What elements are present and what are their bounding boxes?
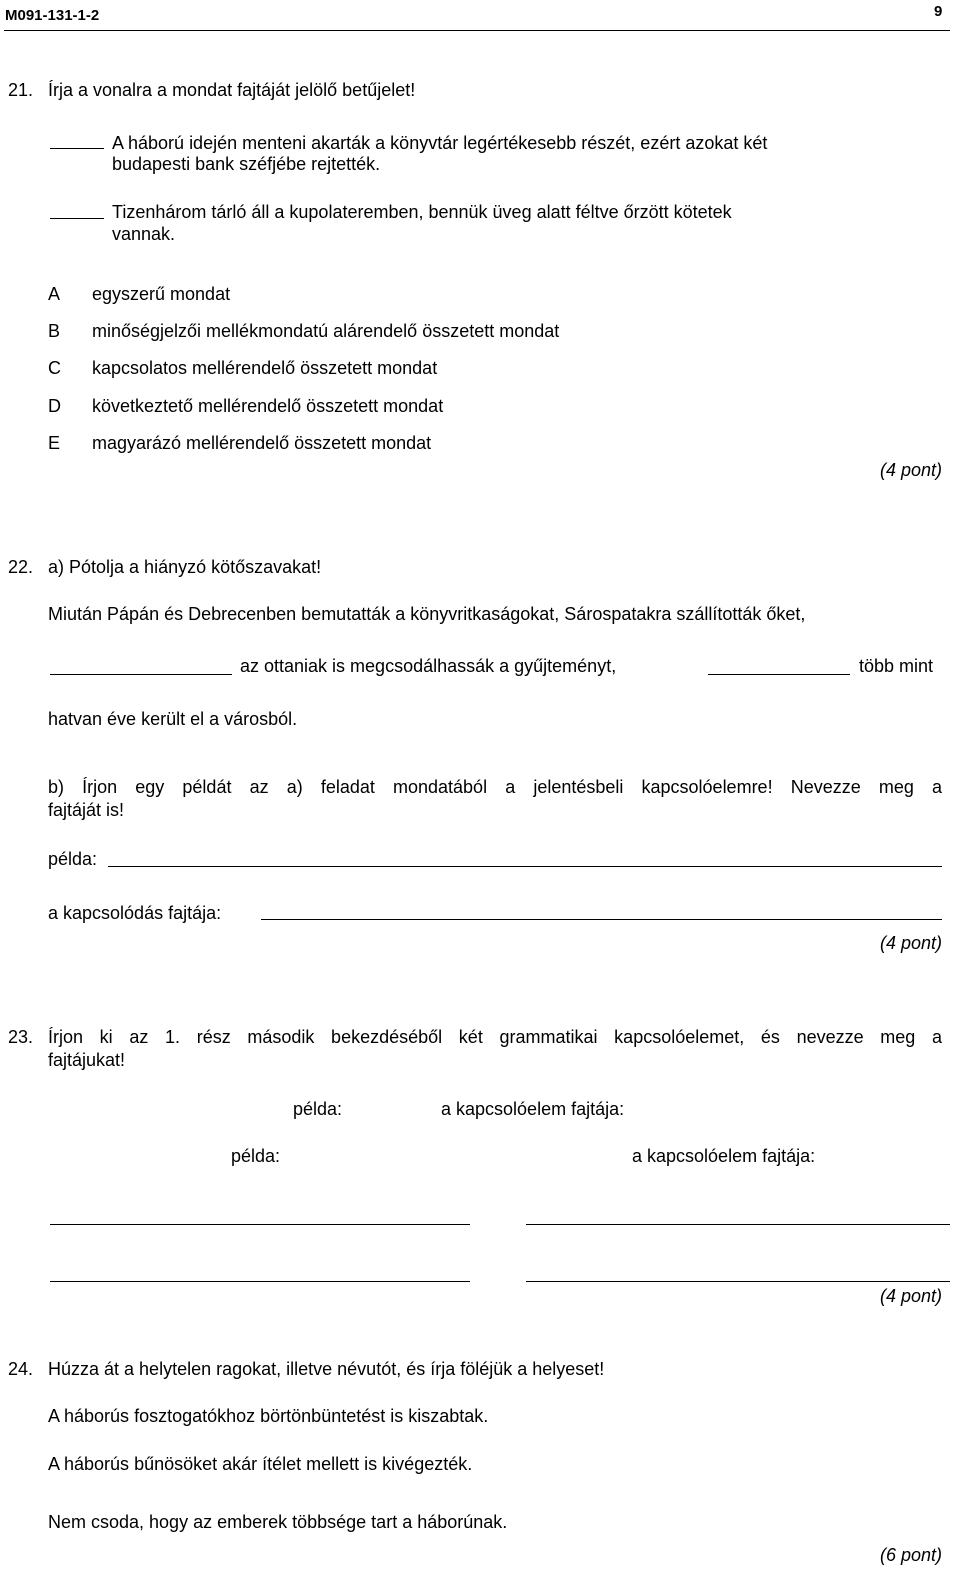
q22-text-end: több mint [859, 656, 934, 676]
q23-row1-type-label: a kapcsolóelem fajtája: [441, 1099, 625, 1119]
q23-points: (4 pont) [879, 1286, 942, 1306]
q21-option-letter: C [48, 358, 61, 378]
header-rule [4, 30, 950, 31]
q21-number: 21. [8, 80, 34, 100]
q23-instruction-line2: fajtájukat! [48, 1050, 126, 1070]
q21-option-text: következtető mellérendelő összetett mondat [92, 396, 444, 416]
q23-row1-example-label: példa: [293, 1099, 343, 1119]
q22-type-answer-line[interactable] [261, 919, 942, 920]
q22-b-instruction-line2: fajtáját is! [48, 800, 125, 820]
q21-option-letter: D [48, 396, 61, 416]
q23-example-answer-line[interactable] [50, 1281, 470, 1282]
q22-b-instruction-line1: b) Írjon egy példát az a) feladat mondatából a jelentésbeli kapcsolóelemre! Nevezze meg a [48, 777, 942, 797]
q23-instruction-line1: Írjon ki az 1. rész második bekezdéséből két grammatikai kapcsolóelemet, és nevezze meg a [48, 1027, 942, 1047]
q22-text-line3: hatvan éve került el a városból. [48, 709, 298, 729]
q24-points: (6 pont) [879, 1545, 942, 1565]
q22-conjunction-blank-1[interactable] [50, 674, 232, 675]
q21-option-letter: B [48, 321, 61, 341]
q21-option-text: kapcsolatos mellérendelő összetett mondat [92, 358, 438, 378]
q22-example-answer-line[interactable] [108, 866, 942, 867]
q21-points: (4 pont) [879, 460, 942, 480]
q23-example-answer-line[interactable] [50, 1224, 470, 1225]
q22-text-middle: az ottaniak is megcsodálhassák a gyűjteményt, [240, 656, 617, 676]
q23-number: 23. [8, 1027, 34, 1047]
q22-type-label: a kapcsolódás fajtája: [48, 903, 222, 923]
q23-type-answer-line[interactable] [526, 1224, 950, 1225]
q21-option-text: minőségjelzői mellékmondatú alárendelő összetett mondat [92, 321, 560, 341]
q24-sentence: A háborús bűnösöket akár ítélet mellett is kivégezték. [48, 1454, 473, 1474]
q24-sentence: A háborús fosztogatókhoz börtönbüntetést is kiszabtak. [48, 1406, 489, 1426]
q21-sentence-1-line2: budapesti bank széfjébe rejtették. [112, 154, 381, 174]
q22-number: 22. [8, 557, 34, 577]
q21-option-letter: A [48, 284, 61, 304]
q21-answer-blank-1[interactable] [50, 148, 104, 149]
q23-row2-type-label: a kapcsolóelem fajtája: [632, 1146, 816, 1166]
q22-points: (4 pont) [879, 933, 942, 953]
q24-number: 24. [8, 1359, 34, 1379]
q22-example-label: példa: [48, 849, 98, 869]
q21-option-text: magyarázó mellérendelő összetett mondat [92, 433, 432, 453]
q21-instruction: Írja a vonalra a mondat fajtáját jelölő betűjelet! [48, 80, 416, 100]
q24-sentence: Nem csoda, hogy az emberek többsége tart a háborúnak. [48, 1512, 508, 1532]
q21-option-letter: E [48, 433, 61, 453]
document-code: M091-131-1-2 [5, 7, 100, 24]
q22-text-line1: Miután Pápán és Debrecenben bemutatták a könyvritkaságokat, Sárospatakra szállították őket, [48, 604, 806, 624]
q22-conjunction-blank-2[interactable] [708, 674, 850, 675]
q21-sentence-2-line1: Tizenhárom tárló áll a kupolateremben, bennük üveg alatt féltve őrzött kötetek [112, 202, 732, 222]
q21-sentence-1-line1: A háború idején menteni akarták a könyvtár legértékesebb részét, ezért azokat két [112, 133, 768, 153]
q21-sentence-2-line2: vannak. [112, 224, 176, 244]
q21-option-text: egyszerű mondat [92, 284, 231, 304]
q24-instruction: Húzza át a helytelen ragokat, illetve névutót, és írja föléjük a helyeset! [48, 1359, 605, 1379]
q23-type-answer-line[interactable] [526, 1281, 950, 1282]
q22-a-instruction: a) Pótolja a hiányzó kötőszavakat! [48, 557, 322, 577]
q21-answer-blank-2[interactable] [50, 218, 104, 219]
q23-row2-example-label: példa: [231, 1146, 281, 1166]
page-number: 9 [934, 3, 943, 20]
